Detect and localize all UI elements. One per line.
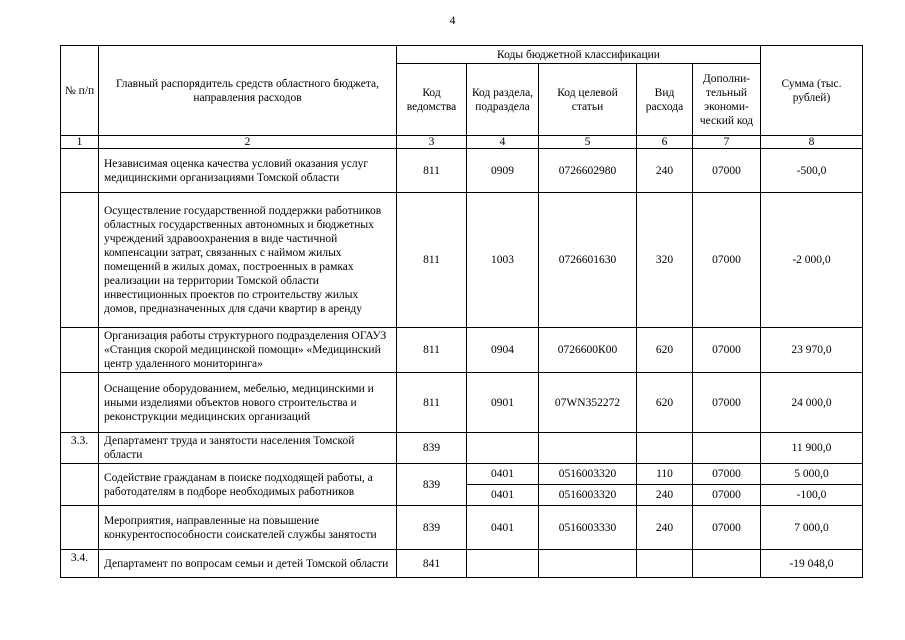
row-name: Мероприятия, направленные на повышение конкурентоспособности соискателей службы занятости (99, 506, 397, 550)
row-extra-code: 07000 (693, 193, 761, 328)
table-row (61, 373, 863, 433)
row-expense-type: 240 (637, 149, 693, 193)
row-target-code: 0726602980 (539, 149, 637, 193)
row-sum: 11 900,0 (761, 433, 863, 464)
row-sum: 5 000,0 (761, 464, 863, 485)
row-expense-type: 620 (637, 373, 693, 433)
row-number: 3.4. (61, 550, 99, 578)
row-expense-type (637, 433, 693, 464)
header-section-code: Код раздела, подраздела (467, 64, 539, 136)
table-row (61, 506, 863, 550)
row-name: Осуществление государственной поддержки работников областных государственных автономных и бюджетных учреждений здравоохранения в виде частичной компенсации затрат, связанных с наймом жилых помещений в жилых домах, построенных в рамках реализации на территории Томской области инвестиционных проектов по строительству жилых домов, предназначенных для сдачи квартир в аренду (99, 193, 397, 328)
row-dept-code: 811 (397, 328, 467, 373)
row-expense-type: 240 (637, 485, 693, 506)
row-target-code: 0516003320 (539, 485, 637, 506)
row-number (61, 193, 99, 328)
row-section-code: 0901 (467, 373, 539, 433)
table-row (61, 464, 863, 485)
table-row (61, 550, 863, 578)
row-name: Независимая оценка качества условий оказания услуг медицинскими организациями Томской области (99, 149, 397, 193)
row-extra-code: 07000 (693, 328, 761, 373)
row-sum: 23 970,0 (761, 328, 863, 373)
row-target-code: 0726600К00 (539, 328, 637, 373)
column-number: 5 (539, 136, 637, 149)
row-section-code: 1003 (467, 193, 539, 328)
budget-table (60, 45, 863, 578)
row-dept-code: 839 (397, 506, 467, 550)
header-extra-code: Дополни-тельный экономи-ческий код (693, 64, 761, 136)
row-section-code: 0401 (467, 485, 539, 506)
row-target-code: 0726601630 (539, 193, 637, 328)
row-section-code: 0904 (467, 328, 539, 373)
row-section-code (467, 433, 539, 464)
row-sum: 7 000,0 (761, 506, 863, 550)
header-expense-type: Вид расхода (637, 64, 693, 136)
row-section-code: 0401 (467, 506, 539, 550)
column-number: 6 (637, 136, 693, 149)
header-codes-group: Коды бюджетной классификации (397, 46, 761, 64)
row-section-code: 0401 (467, 464, 539, 485)
row-dept-code: 841 (397, 550, 467, 578)
column-number: 3 (397, 136, 467, 149)
row-target-code: 0516003330 (539, 506, 637, 550)
row-name: Департамент труда и занятости населения Томской области (99, 433, 397, 464)
row-expense-type: 320 (637, 193, 693, 328)
row-extra-code (693, 433, 761, 464)
table-row (61, 328, 863, 373)
page-number: 4 (449, 13, 456, 27)
row-target-code (539, 550, 637, 578)
row-dept-code: 839 (397, 464, 467, 506)
row-sum: -2 000,0 (761, 193, 863, 328)
column-number: 2 (99, 136, 397, 149)
row-expense-type (637, 550, 693, 578)
row-extra-code: 07000 (693, 506, 761, 550)
row-extra-code: 07000 (693, 485, 761, 506)
row-dept-code: 811 (397, 149, 467, 193)
table-row (61, 433, 863, 464)
row-dept-code: 811 (397, 193, 467, 328)
row-expense-type: 620 (637, 328, 693, 373)
column-number: 1 (61, 136, 99, 149)
column-numbers-row (61, 136, 863, 149)
row-number (61, 373, 99, 433)
row-dept-code: 839 (397, 433, 467, 464)
row-target-code: 0516003320 (539, 464, 637, 485)
row-name: Оснащение оборудованием, мебелью, медицинскими и иными изделиями объектов нового строительства и реконструкции медицинских организаций (99, 373, 397, 433)
table-row (61, 149, 863, 193)
row-expense-type: 240 (637, 506, 693, 550)
row-sum: -19 048,0 (761, 550, 863, 578)
row-section-code (467, 550, 539, 578)
row-number: 3.3. (61, 433, 99, 464)
row-extra-code (693, 550, 761, 578)
row-number (61, 328, 99, 373)
row-target-code: 07WN352272 (539, 373, 637, 433)
header-target-code: Код целевой статьи (539, 64, 637, 136)
row-number (61, 149, 99, 193)
header-num: № п/п (61, 46, 99, 136)
row-name: Организация работы структурного подразделения ОГАУЗ «Станция скорой медицинской помощи» «Медицинский центр удаленного мониторинга» (99, 328, 397, 373)
row-sum: -500,0 (761, 149, 863, 193)
row-number (61, 506, 99, 550)
header-sum: Сумма (тыс. рублей) (761, 46, 863, 136)
column-number: 8 (761, 136, 863, 149)
row-name: Содействие гражданам в поиске подходящей работы, а работодателям в подборе необходимых работников (99, 464, 397, 506)
row-section-code: 0909 (467, 149, 539, 193)
column-number: 7 (693, 136, 761, 149)
header-name: Главный распорядитель средств областного бюджета, направления расходов (99, 46, 397, 136)
row-extra-code: 07000 (693, 373, 761, 433)
column-number: 4 (467, 136, 539, 149)
row-extra-code: 07000 (693, 464, 761, 485)
row-target-code (539, 433, 637, 464)
row-sum: -100,0 (761, 485, 863, 506)
row-expense-type: 110 (637, 464, 693, 485)
row-dept-code: 811 (397, 373, 467, 433)
row-name: Департамент по вопросам семьи и детей Томской области (99, 550, 397, 578)
header-dept-code: Код ведомства (397, 64, 467, 136)
row-extra-code: 07000 (693, 149, 761, 193)
table-row (61, 193, 863, 328)
row-sum: 24 000,0 (761, 373, 863, 433)
row-number (61, 464, 99, 506)
